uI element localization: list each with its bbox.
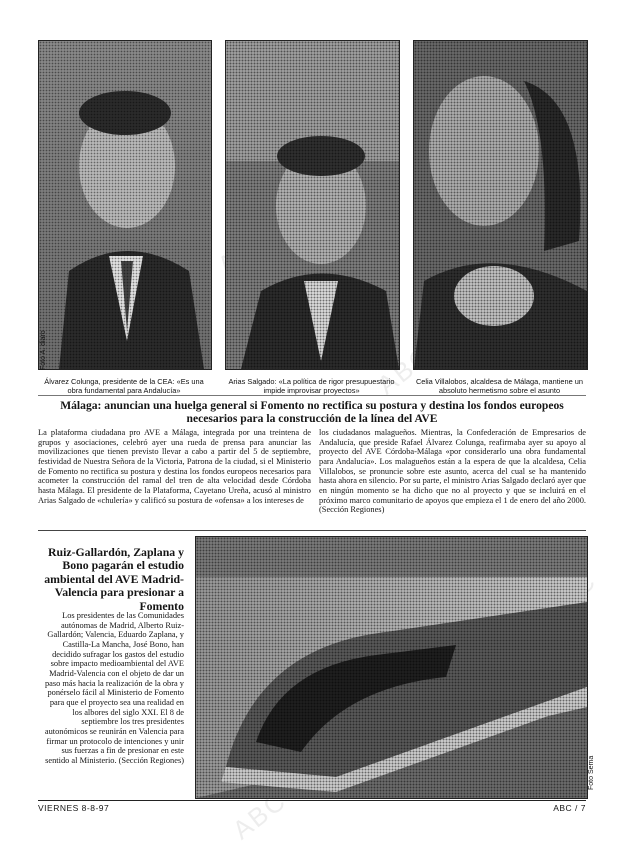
side-article-body: Los presidentes de las Comunidades autónomas de Madrid, Alberto Ruiz-Gallardón; Valencia, Eduardo Zaplana, y Castilla-La Mancha, José Bono, han decidido sufragar los gastos del estudio sobre impacto medioambiental del AVE Madrid-Valencia con el objeto de dar un paso más hacia la realización de la obra y ponérselo fácil al Ministerio de Fomento para que el proyecto sea una realidad en los albores del siglo XXI. El 8 de septiembre los tres presidentes autonómicos se reunirán en Valencia para firmar un protocolo de intenciones y unir sus fuerzas a fin de presionar en este sentido al Ministerio. (Sección Regiones) (44, 611, 184, 765)
photo-alvarez-colunga (38, 40, 212, 370)
side-headline: Ruiz-Gallardón, Zaplana y Bono pagarán el estudio ambiental del AVE Madrid-Valencia para presionar a Fomento (44, 545, 184, 613)
caption-arias: Arias Salgado: «La política de rigor presupuestario impide improvisar proyectos» (228, 377, 395, 395)
photo-credit-train: Foto Sema (588, 755, 595, 790)
footer-page-number: ABC / 7 (553, 803, 586, 813)
watermark: ABC (226, 784, 293, 846)
footer-date: VIERNES 8-8-97 (38, 803, 110, 813)
caption-alvarez: Álvarez Colunga, presidente de la CEA: «Es una obra fundamental para Andalucía» (44, 377, 204, 395)
caption-villalobos: Celia Villalobos, alcaldesa de Málaga, mantiene un absoluto hermetismo sobre el asunto (415, 377, 584, 395)
photo-credit-left: Foto A. diaro (40, 330, 47, 370)
mid-rule (38, 530, 586, 531)
top-rule (38, 395, 586, 396)
main-headline: Málaga: anuncian una huelga general si Fomento no rectifica su postura y destina los fondos europeos necesarios para la construcción de la línea del AVE (60, 399, 564, 425)
main-article-col2: los ciudadanos malagueños. Mientras, la Confederación de Empresarios de Andalucía, que preside Rafael Álvarez Colunga, reafirmaba ayer su apoyo al proyecto del AVE Córdoba-Málaga «por considerarlo una obra fundamental para Andalucía». Los malagueños están a la espera de que la alcaldesa, Celia Villalobos, se pronuncie sobre este asunto, acerca del cual se ha mantenido hasta ahora en silencio. Por su parte, el ministro Arias Salgado declaró ayer que en ningún momento se ha dicho que no al proyecto y que se incluirá en el próximo marco comunitario de apoyos que empieza el 1 de enero del año 2000. (Sección Regiones) (319, 428, 586, 515)
watermark: ABC (371, 339, 438, 401)
main-article-col1: La plataforma ciudadana pro AVE a Málaga, integrada por una treintena de grupos y asociaciones, celebró ayer una rueda de prensa para anunciar las movilizaciones que tienen previsto llevar a cabo a partir del 5 de septiembre, festividad de Nuestra Señora de la Victoria, Patrona de la ciudad, si el Ministerio de Fomento no rectifica su postura y destina los fondos europeos necesarios para acometer la construcción del ramal del tren de alta velocidad desde Córdoba hasta Málaga. El presidente de la Plataforma, Cayetano Ureña, acusó al ministro Arias Salgado de «chulería» y calificó su postura de «ofensa» a los intereses de (38, 428, 311, 505)
photo-arias-salgado (225, 40, 400, 370)
photo-celia-villalobos (413, 40, 588, 370)
footer-rule (38, 800, 586, 801)
photo-ave-train (195, 536, 588, 799)
